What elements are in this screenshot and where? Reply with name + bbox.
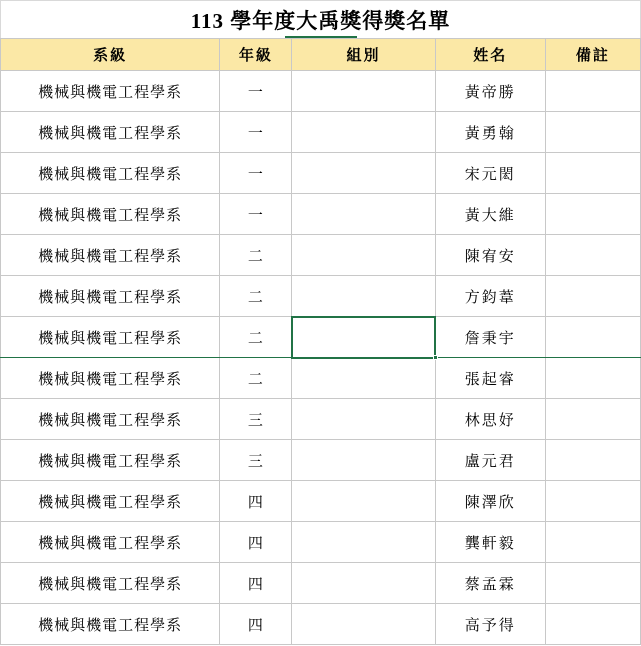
cell-group[interactable] <box>292 481 435 522</box>
cell-name[interactable]: 林思妤 <box>435 399 545 440</box>
cell-group[interactable] <box>292 235 435 276</box>
cell-grade[interactable]: 三 <box>220 440 292 481</box>
cell-name[interactable]: 高予得 <box>435 604 545 645</box>
cell-grade[interactable]: 四 <box>220 522 292 563</box>
table-row <box>1 71 641 112</box>
cell-name[interactable]: 陳宥安 <box>435 235 545 276</box>
cell-grade[interactable]: 二 <box>220 317 292 358</box>
cell-grade[interactable]: 二 <box>220 358 292 399</box>
cell-grade[interactable]: 三 <box>220 399 292 440</box>
cell-department[interactable]: 機械與機電工程學系 <box>1 522 220 563</box>
cell-department[interactable]: 機械與機電工程學系 <box>1 399 220 440</box>
cell-name[interactable]: 黃帝勝 <box>435 71 545 112</box>
cell-grade[interactable]: 四 <box>220 604 292 645</box>
cell-note[interactable] <box>545 358 640 399</box>
cell-note[interactable] <box>545 399 640 440</box>
cell-department[interactable]: 機械與機電工程學系 <box>1 604 220 645</box>
cell-group[interactable] <box>292 440 435 481</box>
cell-department[interactable]: 機械與機電工程學系 <box>1 317 220 358</box>
cell-grade[interactable]: 一 <box>220 153 292 194</box>
column-header-name[interactable]: 姓名 <box>435 39 545 71</box>
cell-group[interactable] <box>292 358 435 399</box>
cell-name[interactable]: 宋元閎 <box>435 153 545 194</box>
cell-department[interactable]: 機械與機電工程學系 <box>1 112 220 153</box>
table-row <box>1 399 641 440</box>
table-row <box>1 358 641 399</box>
cell-name[interactable]: 張起睿 <box>435 358 545 399</box>
column-header-note[interactable]: 備註 <box>545 39 640 71</box>
cell-department[interactable]: 機械與機電工程學系 <box>1 194 220 235</box>
table-row <box>1 235 641 276</box>
cell-name[interactable]: 蔡孟霖 <box>435 563 545 604</box>
table-row <box>1 604 641 645</box>
table-row <box>1 563 641 604</box>
cell-grade[interactable]: 二 <box>220 276 292 317</box>
cell-department[interactable]: 機械與機電工程學系 <box>1 481 220 522</box>
cell-group[interactable] <box>292 153 435 194</box>
cell-department[interactable]: 機械與機電工程學系 <box>1 71 220 112</box>
table-row <box>1 276 641 317</box>
cell-grade[interactable]: 四 <box>220 563 292 604</box>
cell-note[interactable] <box>545 481 640 522</box>
table-row <box>1 112 641 153</box>
cell-name[interactable]: 方鈞葦 <box>435 276 545 317</box>
cell-name[interactable]: 詹秉宇 <box>435 317 545 358</box>
cell-department[interactable]: 機械與機電工程學系 <box>1 235 220 276</box>
cell-grade[interactable]: 四 <box>220 481 292 522</box>
table-row <box>1 194 641 235</box>
cell-grade[interactable]: 一 <box>220 194 292 235</box>
cell-group[interactable] <box>292 399 435 440</box>
table-row <box>1 481 641 522</box>
cell-department[interactable]: 機械與機電工程學系 <box>1 563 220 604</box>
column-header-department[interactable]: 系級 <box>1 39 220 71</box>
cell-note[interactable] <box>545 317 640 358</box>
cell-note[interactable] <box>545 153 640 194</box>
document-title-row <box>0 0 641 38</box>
cell-grade[interactable]: 一 <box>220 71 292 112</box>
table-row <box>1 440 641 481</box>
cell-name[interactable]: 盧元君 <box>435 440 545 481</box>
table-row <box>1 317 641 358</box>
cell-department[interactable]: 機械與機電工程學系 <box>1 276 220 317</box>
cell-note[interactable] <box>545 522 640 563</box>
cell-grade[interactable]: 二 <box>220 235 292 276</box>
awards-table <box>0 38 641 645</box>
page-title: 113 學年度大禹獎得獎名單 <box>190 8 451 33</box>
cell-group[interactable] <box>292 604 435 645</box>
cell-grade[interactable]: 一 <box>220 112 292 153</box>
cell-group[interactable] <box>292 112 435 153</box>
cell-note[interactable] <box>545 112 640 153</box>
cell-group[interactable] <box>292 71 435 112</box>
table-body <box>1 71 641 645</box>
table-header <box>1 39 641 71</box>
cell-note[interactable] <box>545 276 640 317</box>
cell-note[interactable] <box>545 194 640 235</box>
cell-group[interactable] <box>292 522 435 563</box>
column-header-grade[interactable]: 年級 <box>220 39 292 71</box>
cell-name[interactable]: 黃大維 <box>435 194 545 235</box>
table-row <box>1 522 641 563</box>
cell-note[interactable] <box>545 440 640 481</box>
cell-name[interactable]: 黃勇翰 <box>435 112 545 153</box>
cell-note[interactable] <box>545 563 640 604</box>
table-header-row <box>1 39 641 71</box>
cell-department[interactable]: 機械與機電工程學系 <box>1 440 220 481</box>
cell-department[interactable]: 機械與機電工程學系 <box>1 153 220 194</box>
cell-department[interactable]: 機械與機電工程學系 <box>1 358 220 399</box>
cell-group[interactable] <box>292 194 435 235</box>
title-underline <box>285 36 357 38</box>
cell-note[interactable] <box>545 235 640 276</box>
table-row <box>1 153 641 194</box>
cell-group[interactable] <box>292 563 435 604</box>
cell-note[interactable] <box>545 71 640 112</box>
column-header-group[interactable]: 組別 <box>292 39 435 71</box>
cell-name[interactable]: 陳澤欣 <box>435 481 545 522</box>
cell-group-selected[interactable] <box>292 317 435 358</box>
cell-name[interactable]: 龔軒毅 <box>435 522 545 563</box>
cell-note[interactable] <box>545 604 640 645</box>
cell-group[interactable] <box>292 276 435 317</box>
